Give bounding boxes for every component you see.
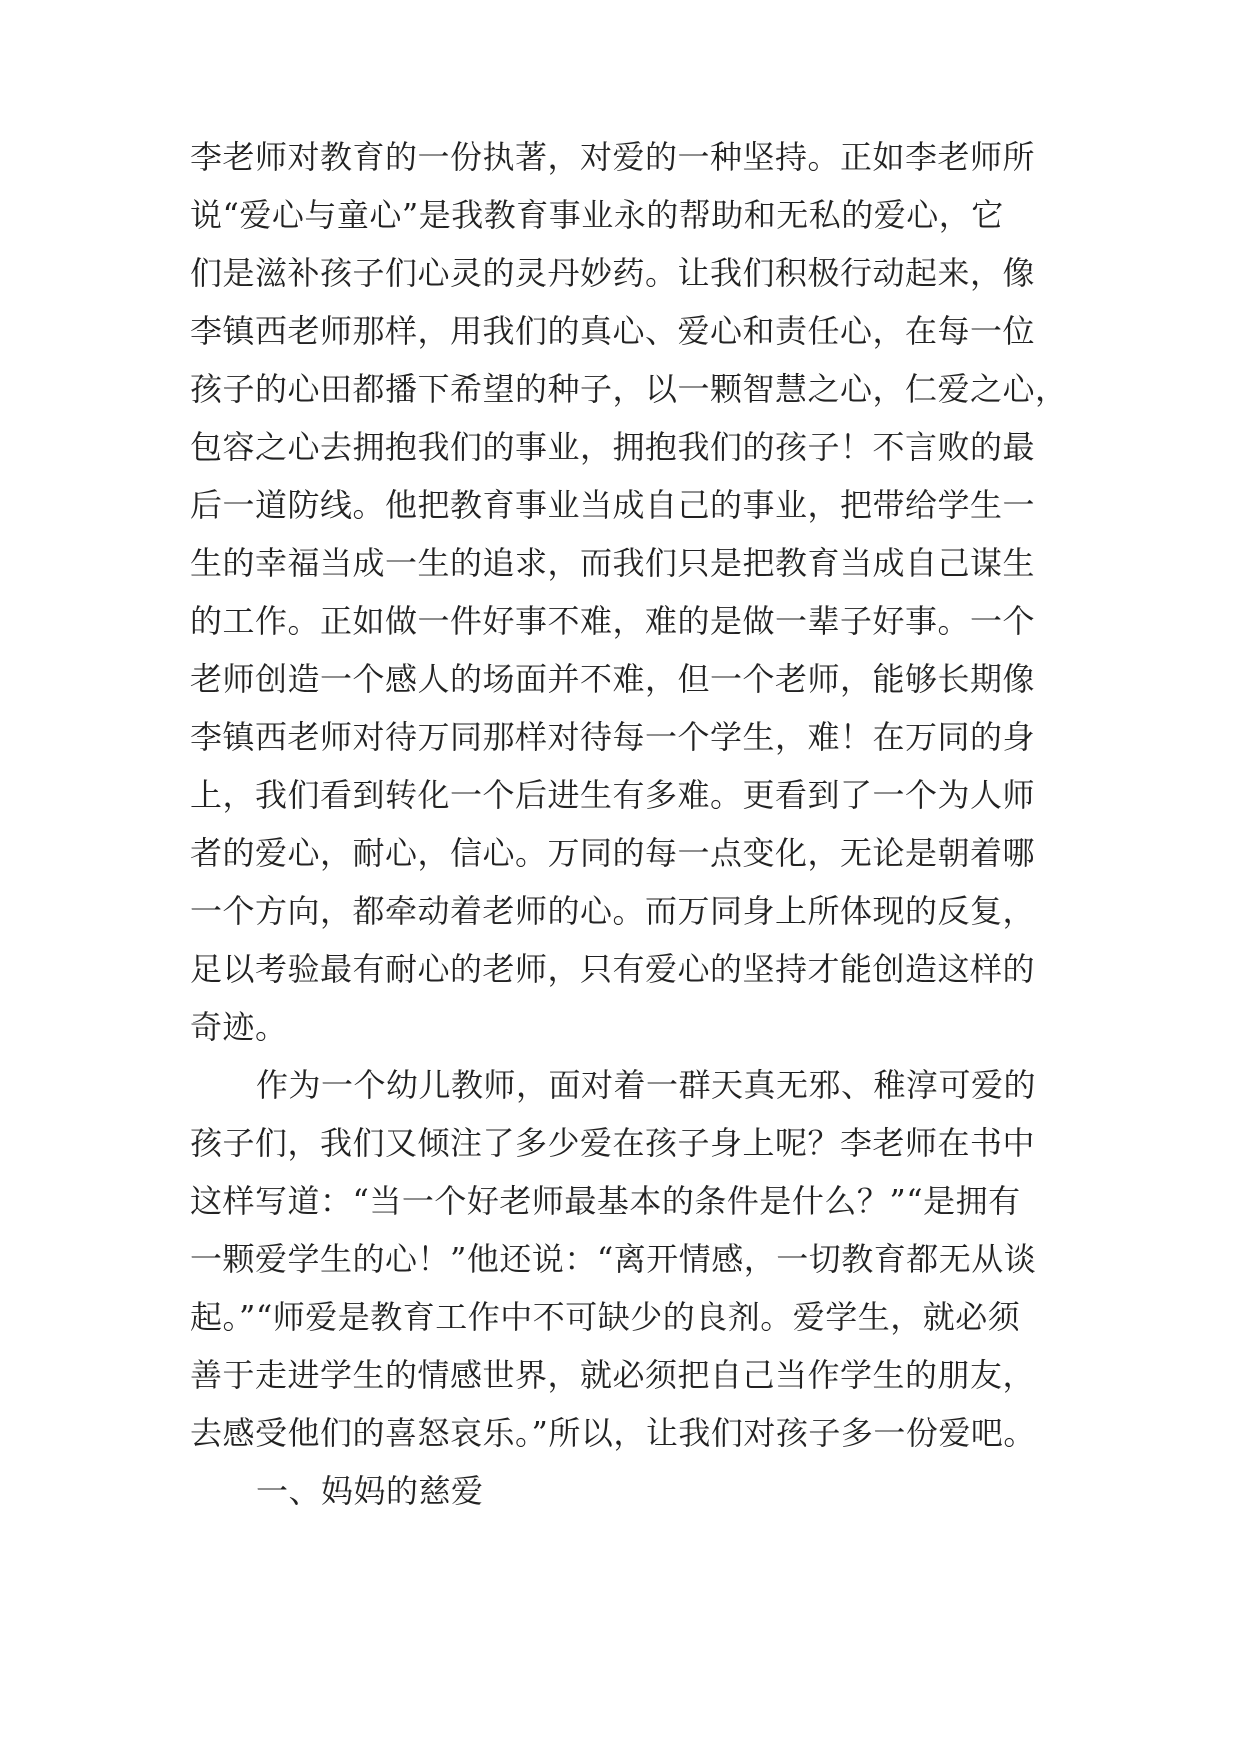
text-line: 李老师对教育的一份执著，对爱的一种坚持。正如李老师所 [190, 138, 1036, 176]
section-heading: 一、妈妈的慈爱 [256, 1472, 484, 1510]
text-line: 们是滋补孩子们心灵的灵丹妙药。让我们积极行动起来，像 [190, 254, 1036, 292]
paragraph-start-line: 作为一个幼儿教师，面对着一群天真无邪、稚淳可爱的 [256, 1066, 1037, 1104]
text-line: 孩子们，我们又倾注了多少爱在孩子身上呢？李老师在书中 [190, 1124, 1036, 1162]
text-line: 老师创造一个感人的场面并不难，但一个老师，能够长期像 [190, 660, 1036, 698]
text-line: 李镇西老师对待万同那样对待每一个学生，难！在万同的身 [190, 718, 1036, 756]
text-line: 生的幸福当成一生的追求，而我们只是把教育当成自己谋生 [190, 544, 1036, 582]
text-line: 一颗爱学生的心！”他还说：“离开情感，一切教育都无从谈 [190, 1240, 1037, 1278]
text-line: 一个方向，都牵动着老师的心。而万同身上所体现的反复， [190, 892, 1036, 930]
text-line: 这样写道：“当一个好老师最基本的条件是什么？”“是拥有 [190, 1182, 1021, 1220]
text-line: 孩子的心田都播下希望的种子，以一颗智慧之心，仁爱之心， [190, 370, 1068, 408]
text-line: 者的爱心，耐心，信心。万同的每一点变化，无论是朝着哪 [190, 834, 1036, 872]
text-line: 的工作。正如做一件好事不难，难的是做一辈子好事。一个 [190, 602, 1036, 640]
text-line: 李镇西老师那样，用我们的真心、爱心和责任心，在每一位 [190, 312, 1036, 350]
text-line: 说“爱心与童心”是我教育事业永的帮助和无私的爱心，它 [190, 196, 1004, 234]
body-text [190, 128, 1070, 1520]
text-line: 足以考验最有耐心的老师，只有爱心的坚持才能创造这样的 [190, 950, 1036, 988]
text-line: 上，我们看到转化一个后进生有多难。更看到了一个为人师 [190, 776, 1036, 814]
text-line: 包容之心去拥抱我们的事业，拥抱我们的孩子！不言败的最 [190, 428, 1036, 466]
text-line: 奇迹。 [190, 1008, 288, 1046]
text-line: 起。”“师爱是教育工作中不可缺少的良剂。爱学生，就必须 [190, 1298, 1021, 1336]
text-line: 去感受他们的喜怒哀乐。”所以，让我们对孩子多一份爱吧。 [190, 1414, 1036, 1452]
text-line: 善于走进学生的情感世界，就必须把自己当作学生的朋友， [190, 1356, 1036, 1394]
text-line: 后一道防线。他把教育事业当成自己的事业，把带给学生一 [190, 486, 1036, 524]
